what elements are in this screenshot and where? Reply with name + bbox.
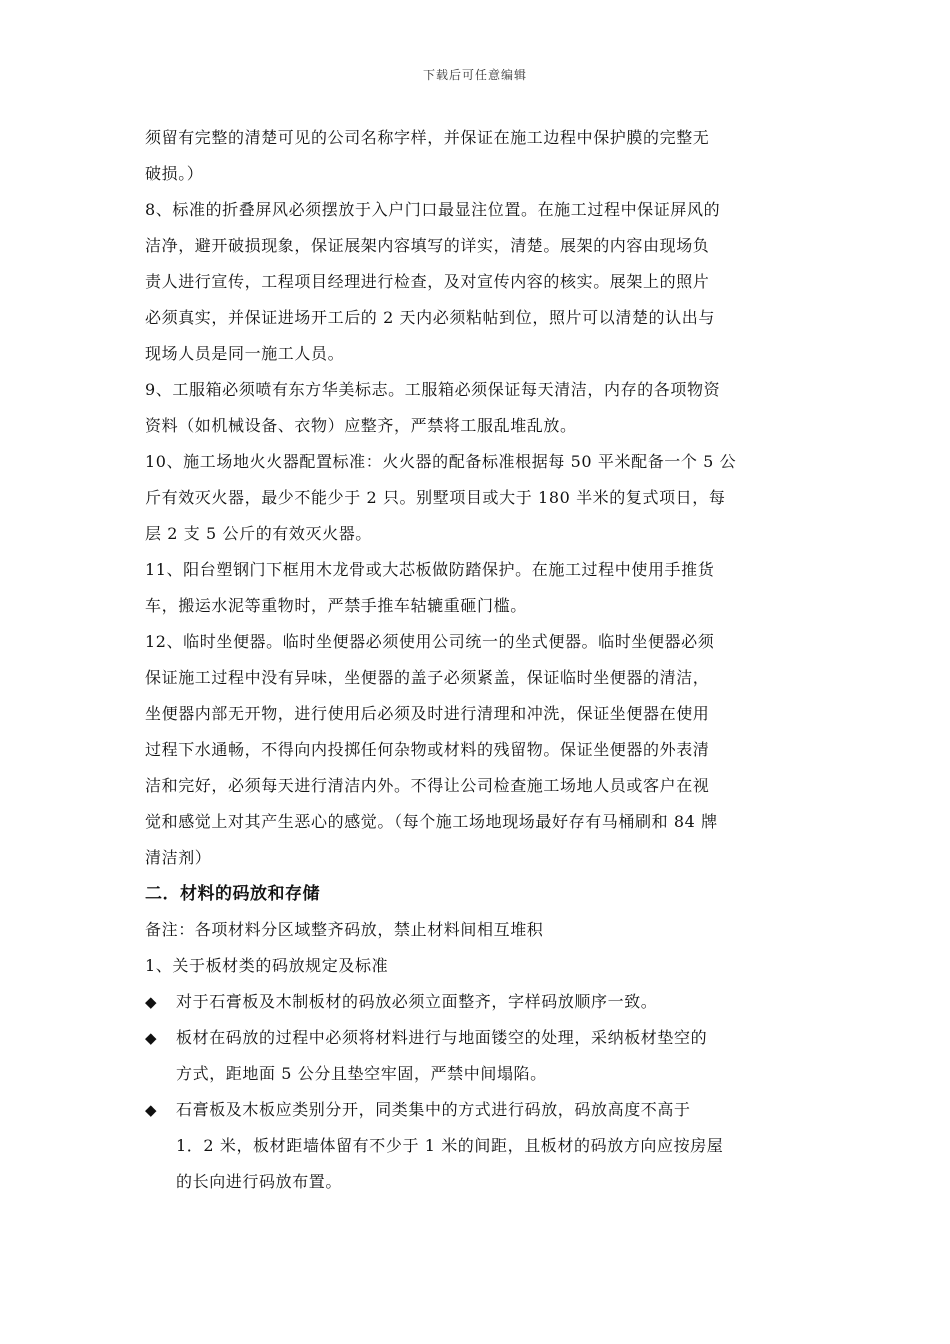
paragraph-line: 10、施工场地火火器配置标准：火火器的配备标准根据每 50 平米配备一个 5 公 [145,452,737,471]
document-body [145,120,813,1200]
paragraph-line: 须留有完整的清楚可见的公司名称字样，并保证在施工边程中保护膜的完整无 [145,128,710,147]
paragraph-line: 责人进行宣传，工程项目经理进行检查，及对宣传内容的核实。展架上的照片 [145,272,710,291]
bullet-line: 对于石膏板及木制板材的码放必须立面整齐，字样码放顺序一致。 [176,992,658,1011]
paragraph-line: 洁净，避开破损现象，保证展架内容填写的详实，清楚。展架的内容由现场负 [145,236,710,255]
bullet-line: 的长向进行码放布置。 [176,1172,343,1191]
bullet-item [145,1092,813,1200]
paragraph-line: 11、阳台塑钢门下框用木龙骨或大芯板做防踏保护。在施工过程中使用手推货 [145,560,715,579]
paragraph-line: 保证施工过程中没有异味，坐便器的盖子必须紧盖，保证临时坐便器的清洁， [145,668,710,687]
diamond-bullet-icon: ◆ [145,1029,157,1047]
page-header: 下载后可任意编辑 [422,68,527,82]
paragraph-line: 破损。） [145,164,204,183]
paragraph-line: 9、工服箱必须喷有东方华美标志。工服箱必须保证每天清洁，内存的各项物资 [145,380,721,399]
bullet-line: 方式，距地面 5 公分且垫空牢固，严禁中间塌陷。 [176,1064,547,1083]
paragraph-line: 8、标准的折叠屏风必须摆放于入户门口最显注位置。在施工过程中保证屏风的 [145,200,721,219]
paragraph-line: 洁和完好，必须每天进行清洁内外。不得让公司检查施工场地人员或客户在视 [145,776,710,795]
paragraph-line: 斤有效灭火器，最少不能少于 2 只。别墅项目或大于 180 半米的复式项日，每 [145,488,726,507]
diamond-bullet-icon: ◆ [145,1101,157,1119]
section-note: 备注：各项材料分区域整齐码放，禁止材料间相互堆积 [145,920,544,939]
paragraph-line: 层 2 支 5 公斤的有效灭火器。 [145,524,372,543]
paragraph-line: 坐便器内部无开物，进行使用后必须及时进行清理和冲洗，保证坐便器在使用 [145,704,710,723]
bullet-line: 石膏板及木板应类别分开，同类集中的方式进行码放，码放高度不高于 [176,1100,691,1119]
bullet-line: 板材在码放的过程中必须将材料进行与地面镂空的处理，采纳板材垫空的 [176,1028,708,1047]
bullet-item [145,984,813,1020]
section-heading: 二．材料的码放和存储 [145,884,320,904]
paragraph-line: 过程下水通畅，不得向内投掷任何杂物或材料的残留物。保证坐便器的外表清 [145,740,710,759]
paragraph-line: 现场人员是同一施工人员。 [145,344,345,363]
paragraph-line: 资料（如机械设备、衣物）应整齐，严禁将工服乱堆乱放。 [145,416,577,435]
bullet-item [145,1020,813,1092]
paragraph-line: 车，搬运水泥等重物时，严禁手推车轱辘重砸门槛。 [145,596,527,615]
bullet-line: 1．2 米，板材距墙体留有不少于 1 米的间距，且板材的码放方向应按房屋 [176,1136,724,1155]
paragraph-line: 必须真实，并保证进场开工后的 2 天内必须粘帖到位，照片可以清楚的认出与 [145,308,715,327]
paragraph-line: 觉和感觉上对其产生恶心的感觉。（每个施工场地现场最好存有马桶刷和 84 牌 [145,812,718,831]
section-subheading: 1、关于板材类的码放规定及标准 [145,956,389,975]
diamond-bullet-icon: ◆ [145,993,157,1011]
paragraph-line: 12、临时坐便器。临时坐便器必须使用公司统一的坐式便器。临时坐便器必须 [145,632,715,651]
paragraph-line: 清洁剂） [145,848,212,867]
